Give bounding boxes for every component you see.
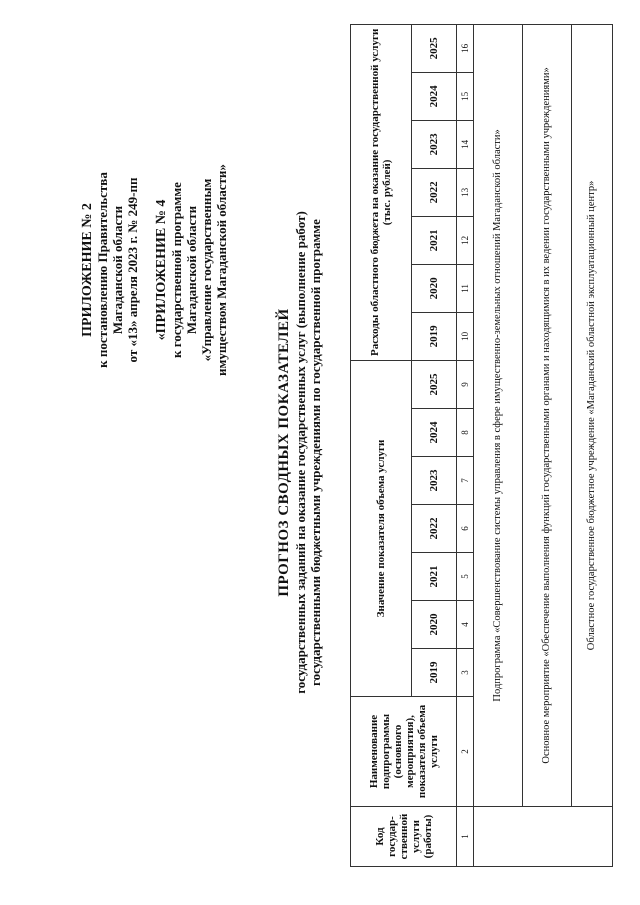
table-row (523, 24, 572, 866)
year-cell: 2023 (412, 457, 457, 505)
annex-header (80, 120, 229, 420)
subprogram-row: Подпрограмма «Совершенствование системы управления в сфере имущественно-земельных отношений Магаданской области» (474, 24, 523, 806)
title-main: ПРОГНОЗ СВОДНЫХ ПОКАЗАТЕЛЕЙ (276, 308, 292, 597)
year-cell: 2024 (412, 409, 457, 457)
column-number-row (457, 24, 474, 866)
year-cell: 2019 (412, 312, 457, 360)
col-number: 6 (457, 505, 474, 553)
annex-line: «Управление государственным (199, 178, 214, 362)
col-number: 9 (457, 360, 474, 408)
main-activity-row: Основное мероприятие «Обеспечение выполнения функций государственными органами и находящимися в их ведении государственными учреждениями» (523, 24, 572, 806)
year-cell: 2023 (412, 120, 457, 168)
col-number: 11 (457, 264, 474, 312)
col-number: 13 (457, 168, 474, 216)
col-number: 10 (457, 312, 474, 360)
year-cell: 2022 (412, 168, 457, 216)
document-title (275, 0, 323, 905)
table-row (572, 24, 613, 866)
col-number: 7 (457, 457, 474, 505)
annex-number: ПРИЛОЖЕНИЕ № 2 (80, 203, 95, 337)
col-number: 4 (457, 601, 474, 649)
col-number: 3 (457, 649, 474, 697)
year-cell: 2024 (412, 72, 457, 120)
header-budget: Расходы областного бюджета на оказание государственной услуги (тыс. рублей) (351, 24, 412, 360)
year-cell: 2021 (412, 553, 457, 601)
annex-line: Магаданской области (184, 205, 199, 335)
col-number: 8 (457, 409, 474, 457)
col-number: 16 (457, 24, 474, 72)
annex-line: к постановлению Правительства (95, 172, 110, 368)
institution-row: Областное государственное бюджетное учреждение «Магаданский областной эксплуатационный центр» (572, 24, 613, 806)
title-sub-2: государственными бюджетными учреждениями по государственной программе (308, 219, 323, 686)
title-sub-1: государственных заданий на оказание государственных услуг (выполнение работ) (293, 211, 308, 694)
header-code: Код государ-ственной услуги (работы) (351, 807, 457, 867)
col-number: 5 (457, 553, 474, 601)
year-cell: 2025 (412, 24, 457, 72)
year-cell: 2019 (412, 649, 457, 697)
col-number: 2 (457, 697, 474, 807)
year-cell: 2025 (412, 360, 457, 408)
year-cell: 2020 (412, 601, 457, 649)
year-cell: 2020 (412, 264, 457, 312)
year-cell: 2021 (412, 216, 457, 264)
annex-line: к государственной программе (169, 182, 184, 358)
col-number: 1 (457, 807, 474, 867)
col-number: 15 (457, 72, 474, 120)
header-value: Значение показателя объема услуги (351, 360, 412, 696)
annex-line: имуществом Магаданской области» (214, 164, 229, 376)
code-cell (474, 807, 613, 867)
annex-date-line: от «13» апреля 2023 г. № 249-пп (125, 177, 140, 363)
header-name: Наименование подпрограммы (основного мероприятия), показателя объема услуги (351, 697, 457, 807)
annex-line: Магаданской области (110, 205, 125, 335)
year-cell: 2022 (412, 505, 457, 553)
indicators-table (350, 24, 613, 867)
annex-number-2: «ПРИЛОЖЕНИЕ № 4 (154, 199, 169, 341)
col-number: 14 (457, 120, 474, 168)
table-row (474, 24, 523, 866)
col-number: 12 (457, 216, 474, 264)
